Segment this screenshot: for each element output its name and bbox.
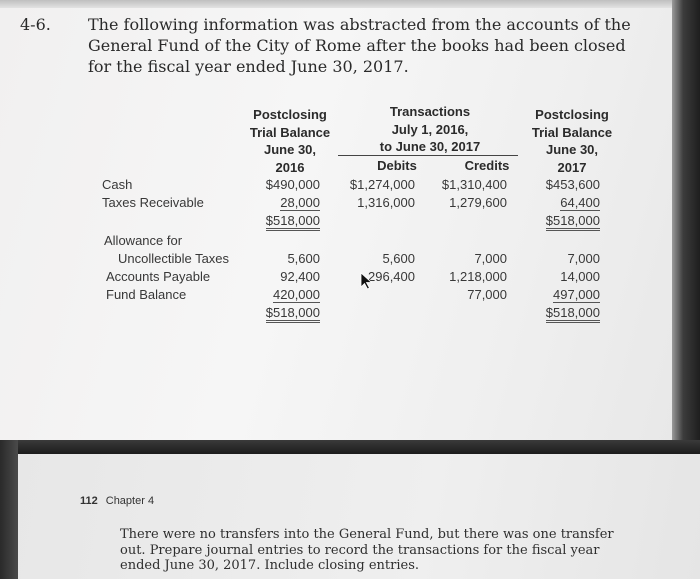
cell: $1,310,400 [441,177,507,192]
row-label-accounts-payable: Accounts Payable [106,269,211,284]
row-label-fund-balance: Fund Balance [106,287,187,302]
row-label-cash: Cash [102,177,133,192]
row-label-uncollectible-taxes: Uncollectible Taxes [118,251,230,266]
pointer-cursor-icon [360,272,374,290]
credit-total-pre: $518,000 [230,305,320,320]
previous-text-strip [0,0,700,8]
credit-total-post: $518,000 [510,305,600,320]
cell: 1,218,000 [449,269,507,284]
cell: 296,400 [368,269,415,284]
header-debits: Debits [377,158,417,173]
header-credits: Credits [464,158,510,173]
book-gutter [0,440,700,454]
book-edge [0,440,18,579]
header-pre-closing: Postclosing Trial Balance June 30, 2016 [249,107,331,175]
cell: 5,600 [287,251,320,266]
cell: 64,400 [560,195,600,210]
chapter-footer [80,495,154,507]
cell: $490,000 [265,177,320,192]
cell: 1,316,000 [357,195,415,210]
row-label-allowance: Allowance for [104,233,183,248]
cell: 77,000 [467,287,507,302]
cell: 92,400 [280,269,320,284]
cell: 497,000 [553,287,600,302]
cell: 420,000 [273,287,320,302]
cell: 7,000 [474,251,507,266]
debit-total-post: $518,000 [510,213,600,228]
row-label-taxes-receivable: Taxes Receivable [102,195,204,210]
debit-total-pre: $518,000 [230,213,320,228]
page-edge-shadow [672,0,700,440]
cell: $1,274,000 [349,177,415,192]
problem-number: 4-6. [20,15,51,34]
header-transactions: Transactions July 1, 2016, to June 30, 2017 [379,104,481,154]
cell: 1,279,600 [449,195,507,210]
cell: 5,600 [382,251,415,266]
cell: 7,000 [567,251,600,266]
chapter-label: Chapter 4 [105,495,155,507]
cell: 14,000 [560,269,600,284]
transactions-rule [338,155,518,156]
continuation-text: There were no transfers into the General Fund, but there was one transfer out. Prepare journal entries to record the transactions for the fiscal year ended June 30, 2017. Include closing entries. [120,527,614,573]
header-post-closing: Postclosing Trial Balance June 30, 2017 [531,107,613,175]
page-number: 112 [80,495,98,507]
problem-text: The following information was abstracted from the accounts of the General Fund of the City of Rome after the books had been closed for the fiscal year ended June 30, 2017. [88,15,631,76]
cell: 28,000 [280,195,320,210]
cell: $453,600 [545,177,600,192]
